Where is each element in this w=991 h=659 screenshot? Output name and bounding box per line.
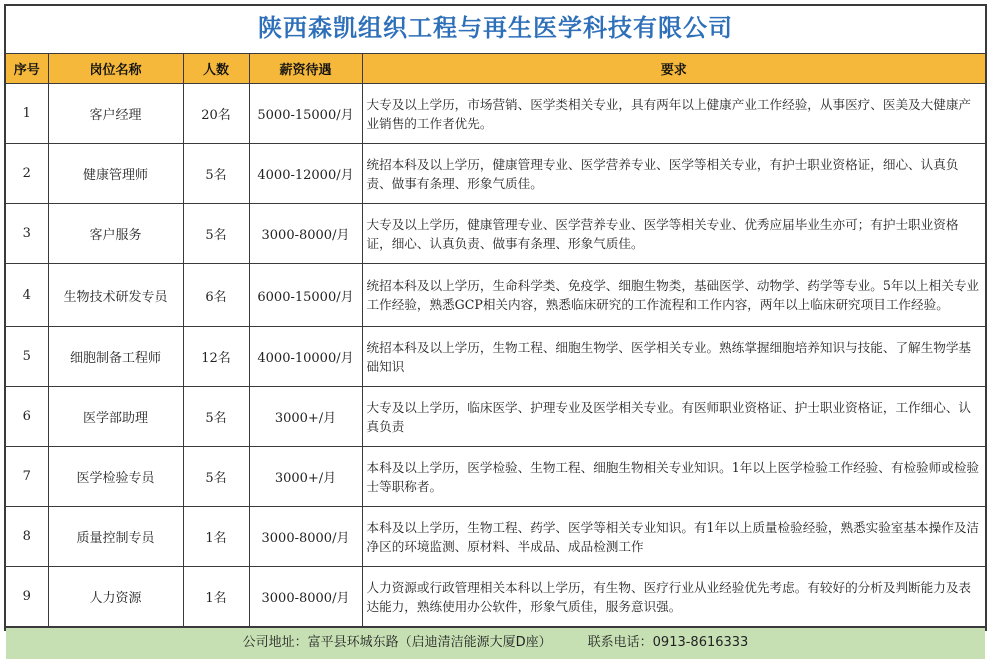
cell-index: 9 [6,567,48,627]
cell-salary: 3000-8000/月 [249,507,362,567]
table-row [6,144,985,204]
cell-count: 5名 [183,144,249,204]
cell-position: 细胞制备工程师 [48,327,183,387]
table-row [6,264,985,327]
cell-salary: 3000-8000/月 [249,204,362,264]
cell-position: 客户服务 [48,204,183,264]
header-count: 人数 [183,54,249,84]
cell-index: 2 [6,144,48,204]
cell-salary: 3000-8000/月 [249,567,362,627]
cell-position: 客户经理 [48,84,183,144]
cell-requirements: 人力资源或行政管理相关本科以上学历，有生物、医疗行业从业经验优先考虑。有较好的分析及判断能力及表达能力，熟练使用办公软件，形象气质佳，服务意识强。 [362,567,985,627]
recruitment-sheet [4,4,987,650]
cell-requirements: 大专及以上学历，健康管理专业、医学营养专业、医学等相关专业、优秀应届毕业生亦可；有护士职业资格证，细心、认真负责、做事有条理、形象气质佳。 [362,204,985,264]
cell-index: 6 [6,387,48,447]
cell-position: 医学检验专员 [48,447,183,507]
cell-position: 人力资源 [48,567,183,627]
cell-index: 1 [6,84,48,144]
cell-count: 5名 [183,387,249,447]
cell-position: 健康管理师 [48,144,183,204]
cell-requirements: 本科及以上学历，医学检验、生物工程、细胞生物相关专业知识。1年以上医学检验工作经验、有检验师或检验士等职称者。 [362,447,985,507]
cell-count: 1名 [183,507,249,567]
table-row [6,507,985,567]
cell-requirements: 统招本科及以上学历，生命科学类、免疫学、细胞生物类，基础医学、动物学、药学等专业。5年以上相关专业工作经验，熟悉GCP相关内容，熟悉临床研究的工作流程和工作内容，两年以上临床研究项目工作经验。 [362,264,985,327]
cell-requirements: 本科及以上学历，生物工程、药学、医学等相关专业知识。有1年以上质量检验经验，熟悉实验室基本操作及洁净区的环境监测、原材料、半成品、成品检测工作 [362,507,985,567]
table-row [6,327,985,387]
cell-salary: 5000-15000/月 [249,84,362,144]
cell-salary: 3000+/月 [249,387,362,447]
cell-salary: 4000-10000/月 [249,327,362,387]
cell-position: 医学部助理 [48,387,183,447]
cell-requirements: 大专及以上学历，市场营销、医学类相关专业，具有两年以上健康产业工作经验，从事医疗、医美及大健康产业销售的工作者优先。 [362,84,985,144]
header-index: 序号 [6,54,48,84]
cell-salary: 3000+/月 [249,447,362,507]
header-row [6,54,985,84]
cell-salary: 6000-15000/月 [249,264,362,327]
table-row [6,387,985,447]
header-position: 岗位名称 [48,54,183,84]
cell-count: 20名 [183,84,249,144]
cell-index: 5 [6,327,48,387]
table-row [6,447,985,507]
cell-count: 6名 [183,264,249,327]
company-address: 公司地址：富平县环城东路（启迪清洁能源大厦D座） [242,635,552,650]
cell-index: 4 [6,264,48,327]
cell-requirements: 大专及以上学历，临床医学、护理专业及医学相关专业。有医师职业资格证、护士职业资格证，工作细心、认真负责 [362,387,985,447]
cell-count: 12名 [183,327,249,387]
header-requirements: 要求 [362,54,985,84]
cell-position: 生物技术研发专员 [48,264,183,327]
cell-count: 5名 [183,204,249,264]
cell-count: 5名 [183,447,249,507]
jobs-table [6,54,985,627]
table-row [6,84,985,144]
cell-index: 7 [6,447,48,507]
contact-phone: 联系电话：0913-8616333 [587,635,749,650]
company-title: 陕西森凯组织工程与再生医学科技有限公司 [6,6,985,54]
cell-position: 质量控制专员 [48,507,183,567]
contact-footer [6,627,985,659]
cell-salary: 4000-12000/月 [249,144,362,204]
cell-requirements: 统招本科及以上学历，生物工程、细胞生物学、医学相关专业。熟练掌握细胞培养知识与技能、了解生物学基础知识 [362,327,985,387]
cell-index: 8 [6,507,48,567]
header-salary: 薪资待遇 [249,54,362,84]
cell-index: 3 [6,204,48,264]
table-row [6,567,985,627]
cell-count: 1名 [183,567,249,627]
cell-requirements: 统招本科及以上学历，健康管理专业、医学营养专业、医学等相关专业，有护士职业资格证，细心、认真负责、做事有条理、形象气质佳。 [362,144,985,204]
table-row [6,204,985,264]
